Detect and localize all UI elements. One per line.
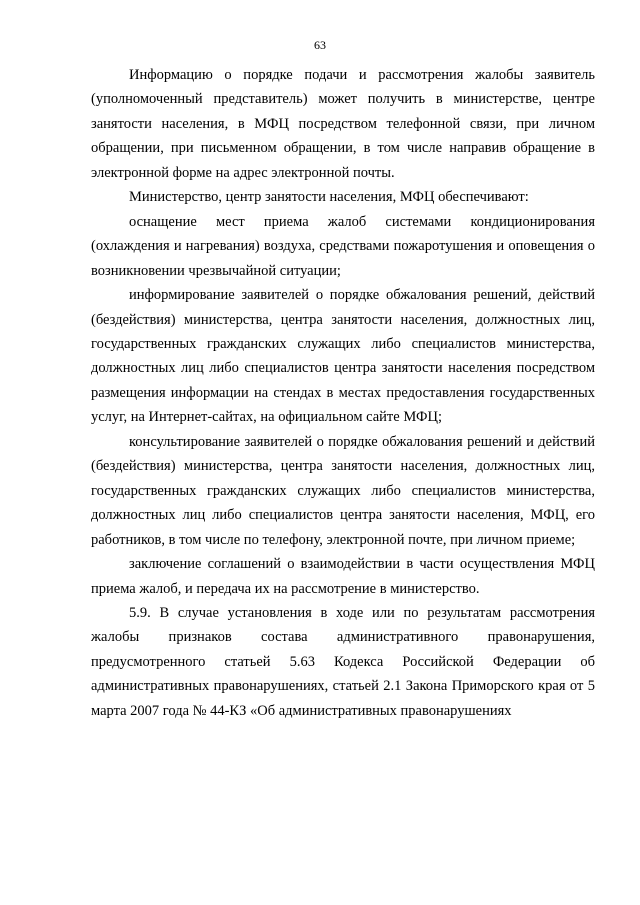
document-body — [91, 63, 595, 723]
paragraph-informing: информирование заявителей о порядке обжалования решений, действий (бездействия) министерства, центра занятости населения, должностных лиц, государственных гражданских служащих либо специалистов министерства, должностных лиц либо специалистов центра занятости населения посредством размещения информации на стендах в местах предоставления государственных услуг, на Интернет-сайтах, на официальном сайте МФЦ; — [91, 287, 595, 426]
paragraph-equipment: оснащение мест приема жалоб системами кондиционирования (охлаждения и нагревания) воздуха, средствами пожаротушения и оповещения о возникновении чрезвычайной ситуации; — [91, 213, 595, 279]
paragraph-provide-intro: Министерство, центр занятости населения, МФЦ обеспечивают: — [129, 189, 529, 206]
page-number: 63 — [314, 38, 326, 52]
paragraph-section-5-9: 5.9. В случае установления в ходе или по результатам рассмотрения жалобы признаков состава административного правонарушения, предусмотренного статьей 5.63 Кодекса Российской Федерации об административных правонарушениях, статьей 2.1 Закона Приморского края от 5 марта 2007 года № 44-КЗ «Об административных правонарушениях — [91, 604, 595, 719]
paragraph-agreements: заключение соглашений о взаимодействии в части осуществления МФЦ приема жалоб, и передача их на рассмотрение в министерство. — [91, 556, 595, 597]
paragraph-complaint-info: Информацию о порядке подачи и рассмотрения жалобы заявитель (уполномоченный представитель) может получить в министерстве, центре занятости населения, в МФЦ посредством телефонной связи, при личном обращении, при письменном обращении, в том числе направив обращение в электронной форме на адрес электронной почты. — [91, 67, 595, 181]
paragraph-consulting: консультирование заявителей о порядке обжалования решений и действий (бездействия) министерства, центра занятости населения, должностных лиц, государственных гражданских служащих либо специалистов министерства, должностных лиц либо специалистов центра занятости населения, МФЦ, его работников, в том числе по телефону, электронной почте, при личном приеме; — [91, 433, 595, 548]
